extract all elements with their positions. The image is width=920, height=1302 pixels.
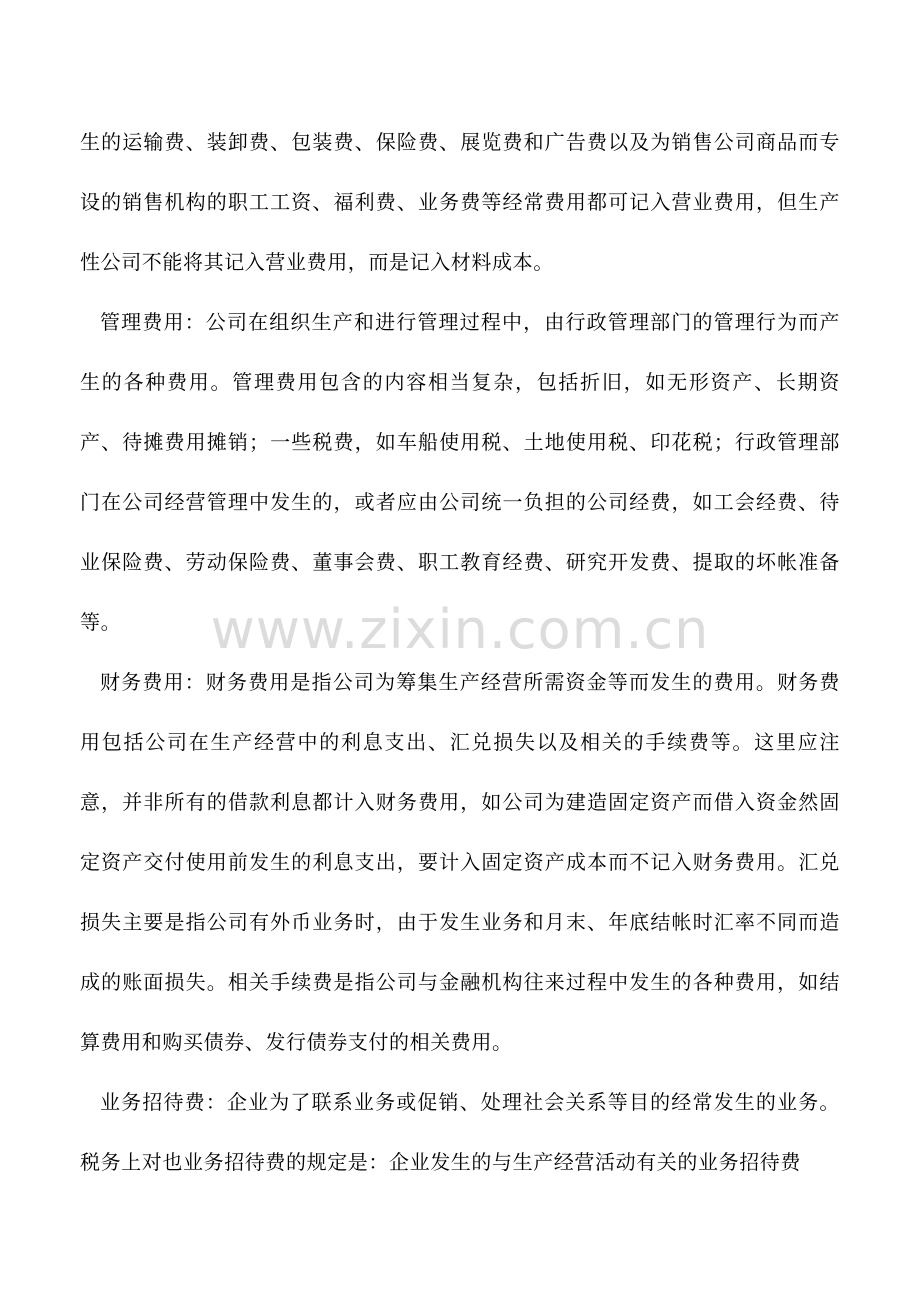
paragraph-entertainment-expense: 业务招待费：企业为了联系业务或促销、处理社会关系等目的经常发生的业务。税务上对也业务招待费的规定是：企业发生的与生产经营活动有关的业务招待费 <box>80 1090 840 1174</box>
paragraph-management-expense: 管理费用：公司在组织生产和进行管理过程中，由行政管理部门的管理行为而产生的各种费用。管理费用包含的内容相当复杂，包括折旧，如无形资产、长期资产、待摊费用摊销；一些税费，如车船使用税、土地使用税、印花税；行政管理部门在公司经营管理中发生的，或者应由公司统一负担的公司经费，如工会经费、待业保险费、劳动保险费、董事会费、职工教育经费、研究开发费、提取的坏帐准备等。 <box>80 310 840 634</box>
paragraph-sales-expense-continued: 生的运输费、装卸费、包装费、保险费、展览费和广告费以及为销售公司商品而专设的销售机构的职工工资、福利费、业务费等经常费用都可记入营业费用，但生产性公司不能将其记入营业费用，而是记入材料成本。 <box>80 130 840 274</box>
paragraph-financial-expense: 财务费用：财务费用是指公司为筹集生产经营所需资金等而发生的费用。财务费用包括公司在生产经营中的利息支出、汇兑损失以及相关的手续费等。这里应注意，并非所有的借款利息都计入财务费用，如公司为建造固定资产而借入资金然固定资产交付使用前发生的利息支出，要计入固定资产成本而不记入财务费用。汇兑损失主要是指公司有外币业务时，由于发生业务和月末、年底结帐时汇率不同而造成的账面损失。相关手续费是指公司与金融机构往来过程中发生的各种费用，如结算费用和购买债券、发行债券支付的相关费用。 <box>80 670 840 1054</box>
watermark: www.zixin.com.cn <box>210 598 710 661</box>
document-body <box>80 112 840 1192</box>
